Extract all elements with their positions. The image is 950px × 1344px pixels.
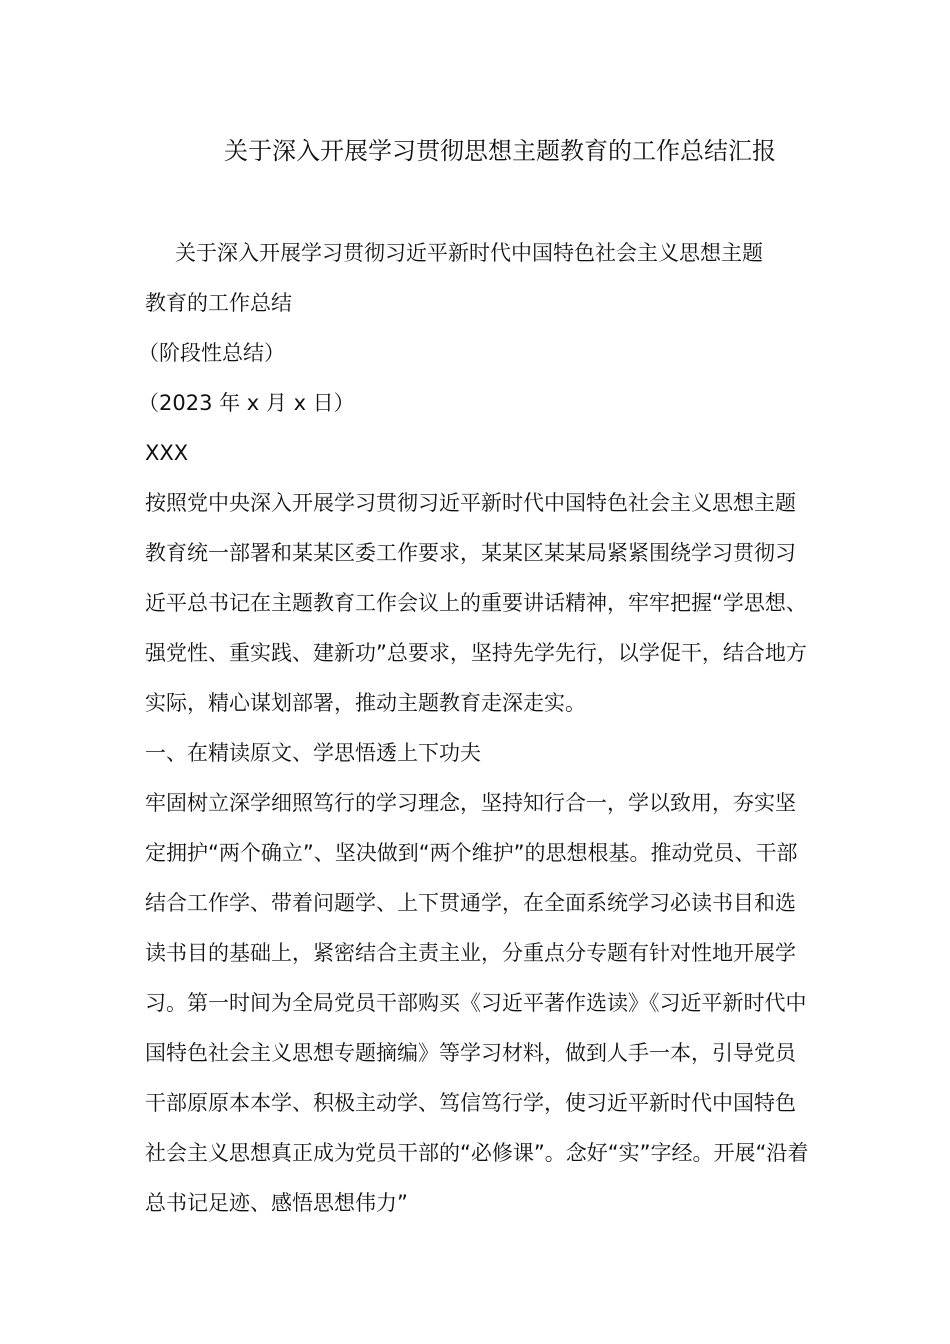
section-1-paragraph: 牢固树立深学细照笃行的学习理念，坚持知行合一，学以致用，夯实坚定拥护“两个确立”、坚决做到“两个维护”的思想根基。推动党员、干部结合工作学、带着问题学、上下贯通学，在全面系统学习必读书目和选读书目的基础上，紧密结合主责主业，分重点分专题有针对性地开展学习。第一时间为全局党员干部购买《习近平著作选读》《习近平新时代中国特色社会主义思想专题摘编》等学习材料，做到人手一本，引导党员干部原原本本学、积极主动学、笃信笃行学，使习近平新时代中国特色社会主义思想真正成为党员干部的“必修课”。念好“实”字经。开展“沿着总书记足迹、感悟思想伟力” <box>145 791 809 1215</box>
subtitle-line-1: 关于深入开展学习贯彻习近平新时代中国特色社会主义思想主题 <box>175 241 763 265</box>
stage-note: （阶段性总结） <box>138 341 285 365</box>
document-author: XXX <box>145 441 189 465</box>
document-body <box>138 228 810 1228</box>
subtitle-line-2: 教育的工作总结 <box>145 291 292 315</box>
document-title: 关于深入开展学习贯彻思想主题教育的工作总结汇报 <box>224 137 776 165</box>
intro-paragraph: 按照党中央深入开展学习贯彻习近平新时代中国特色社会主义思想主题教育统一部署和某某区委工作要求，某某区某某局紧紧围绕学习贯彻习近平总书记在主题教育工作会议上的重要讲话精神，牢牢把握“学思想、强党性、重实践、建新功”总要求，坚持先学先行，以学促干，结合地方实际，精心谋划部署，推动主题教育走深走实。 <box>145 491 807 715</box>
section-1-heading: 一、在精读原文、学思悟透上下功夫 <box>145 741 481 765</box>
document-date: （2023 年 x 月 x 日） <box>138 391 355 415</box>
